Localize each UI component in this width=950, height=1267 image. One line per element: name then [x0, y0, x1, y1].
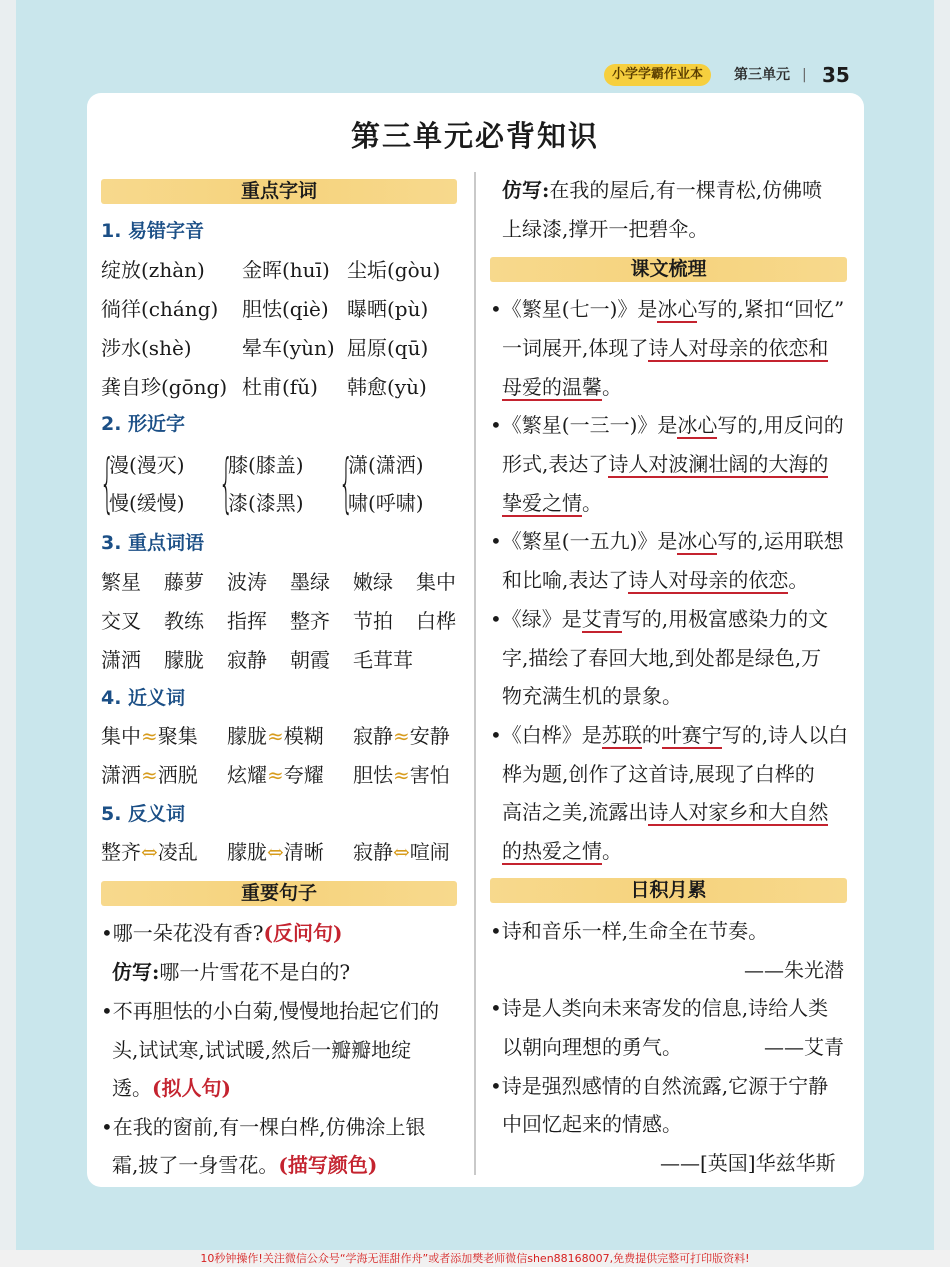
book-badge: 小学学霸作业本 [604, 64, 711, 86]
summary-line: 高洁之美,流露出诗人对家乡和大自然 [502, 800, 829, 824]
pron-item: 徜徉(cháng) [101, 297, 219, 321]
pron-item: 韩愈(yù) [347, 375, 427, 399]
antonym-pair: 寂静⇔喧闹 [353, 840, 450, 864]
char-pair: 膝(膝盖) [228, 453, 304, 477]
brace-icon: { [100, 447, 115, 521]
synonym-pair: 朦胧≈模糊 [227, 724, 324, 748]
quote-source: ——[英国]华兹华斯 [660, 1151, 836, 1175]
unit-label: 第三单元 [734, 67, 790, 83]
quote-source: ——艾青 [764, 1035, 844, 1059]
page-number: 35 [822, 63, 850, 87]
summary-line: •《绿》是艾青写的,用极富感染力的文 [490, 607, 829, 631]
antonym-pair: 朦胧⇔清晰 [227, 840, 324, 864]
char-pair: 潇(潇洒) [348, 453, 424, 477]
word: 墨绿 [290, 570, 330, 594]
brace-icon: { [219, 447, 234, 521]
sub-pronunciation: 1. 易错字音 [101, 220, 205, 242]
pron-item: 绽放(zhàn) [101, 258, 205, 282]
pron-item: 涉水(shè) [101, 336, 192, 360]
footer-notice: 10秒钟操作!关注微信公众号“学海无涯甜作舟”或者添加樊老师微信shen88168007,免费提供完整可打印版资料! [0, 1250, 950, 1267]
summary-line: 桦为题,创作了这首诗,展现了白桦的 [502, 762, 815, 786]
sentence-2-line: 透。(拟人句) [112, 1076, 231, 1100]
sentence-1-imitation: 仿写:哪一片雪花不是白的? [112, 960, 351, 984]
quote-line: •诗和音乐一样,生命全在节奏。 [490, 919, 769, 943]
sentence-1: •哪一朵花没有香?(反问句) [101, 921, 343, 945]
summary-line: •《繁星(七一)》是冰心写的,紧扣“回忆” [490, 297, 845, 321]
word: 朝霞 [290, 648, 330, 672]
word: 整齐 [290, 609, 330, 633]
pron-item: 曝晒(pù) [347, 297, 429, 321]
word: 教练 [164, 609, 204, 633]
page-title: 第三单元必背知识 [350, 119, 599, 153]
pron-item: 金晖(huī) [242, 258, 330, 282]
imitation-line: 仿写:在我的屋后,有一棵青松,仿佛喷 [502, 178, 823, 202]
summary-line: 的热爱之情。 [502, 839, 622, 863]
char-pair: 慢(缓慢) [109, 491, 185, 515]
word: 朦胧 [164, 648, 204, 672]
summary-line: 和比喻,表达了诗人对母亲的依恋。 [502, 568, 809, 592]
sub-key-words: 3. 重点词语 [101, 532, 205, 554]
word: 毛茸茸 [353, 648, 413, 672]
word: 指挥 [227, 609, 267, 633]
sentence-3-line: •在我的窗前,有一棵白桦,仿佛涂上银 [101, 1115, 426, 1139]
summary-line: •《繁星(一三一)》是冰心写的,用反问的 [490, 413, 844, 437]
summary-line: 母爱的温馨。 [502, 375, 622, 399]
synonym-pair: 胆怯≈害怕 [353, 763, 450, 787]
quote-line: 中回忆起来的情感。 [502, 1112, 682, 1136]
sentence-2-line: 头,试试寒,试试暖,然后一瓣瓣地绽 [112, 1038, 412, 1062]
word: 寂静 [227, 648, 267, 672]
word: 节拍 [353, 609, 393, 633]
imitation-line: 上绿漆,撑开一把碧伞。 [502, 217, 709, 241]
pron-item: 胆怯(qiè) [242, 297, 329, 321]
sentence-2-line: •不再胆怯的小白菊,慢慢地抬起它们的 [101, 999, 440, 1023]
char-pair: 漫(漫灭) [109, 453, 185, 477]
pron-item: 杜甫(fǔ) [242, 375, 318, 399]
sub-similar-chars: 2. 形近字 [101, 413, 186, 435]
column-divider [474, 172, 476, 1175]
summary-line: 形式,表达了诗人对波澜壮阔的大海的 [502, 452, 829, 476]
section-daily-accumulation: 日积月累 [490, 878, 847, 903]
word: 交叉 [101, 609, 141, 633]
pron-item: 龚自珍(gōng) [101, 375, 228, 399]
synonym-pair: 炫耀≈夸耀 [227, 763, 324, 787]
synonym-pair: 集中≈聚集 [101, 724, 198, 748]
word: 白桦 [416, 609, 456, 633]
antonym-pair: 整齐⇔凌乱 [101, 840, 198, 864]
word: 集中 [416, 570, 456, 594]
summary-line: 字,描绘了春回大地,到处都是绿色,万 [502, 646, 822, 670]
word: 波涛 [227, 570, 267, 594]
word: 藤萝 [164, 570, 204, 594]
section-key-sentences: 重要句子 [101, 881, 457, 906]
sub-synonyms: 4. 近义词 [101, 687, 186, 709]
quote-line: •诗是人类向未来寄发的信息,诗给人类 [490, 996, 829, 1020]
word: 潇洒 [101, 648, 141, 672]
sentence-3-line: 霜,披了一身雪花。(描写颜色) [112, 1153, 378, 1177]
section-key-words: 重点字词 [101, 179, 457, 204]
summary-line: 挚爱之情。 [502, 491, 602, 515]
quote-source: ——朱光潜 [744, 958, 844, 982]
quote-line: •诗是强烈感情的自然流露,它源于宁静 [490, 1074, 829, 1098]
summary-line: •《繁星(一五九)》是冰心写的,运用联想 [490, 529, 844, 553]
word: 嫩绿 [353, 570, 393, 594]
synonym-pair: 潇洒≈洒脱 [101, 763, 198, 787]
summary-line: 物充满生机的景象。 [502, 684, 682, 708]
quote-line: 以朝向理想的勇气。 [502, 1035, 682, 1059]
sub-antonyms: 5. 反义词 [101, 803, 186, 825]
pron-item: 尘垢(gòu) [347, 258, 441, 282]
pron-item: 屈原(qū) [347, 336, 429, 360]
summary-line: 一词展开,体现了诗人对母亲的依恋和 [502, 336, 829, 360]
brace-icon: { [339, 447, 354, 521]
pron-item: 晕车(yùn) [242, 336, 335, 360]
synonym-pair: 寂静≈安静 [353, 724, 450, 748]
section-text-summary: 课文梳理 [490, 257, 847, 282]
summary-line: •《白桦》是苏联的叶赛宁写的,诗人以白 [490, 723, 849, 747]
char-pair: 漆(漆黑) [228, 491, 304, 515]
header-separator: | [802, 67, 807, 83]
word: 繁星 [101, 570, 141, 594]
char-pair: 啸(呼啸) [348, 491, 424, 515]
